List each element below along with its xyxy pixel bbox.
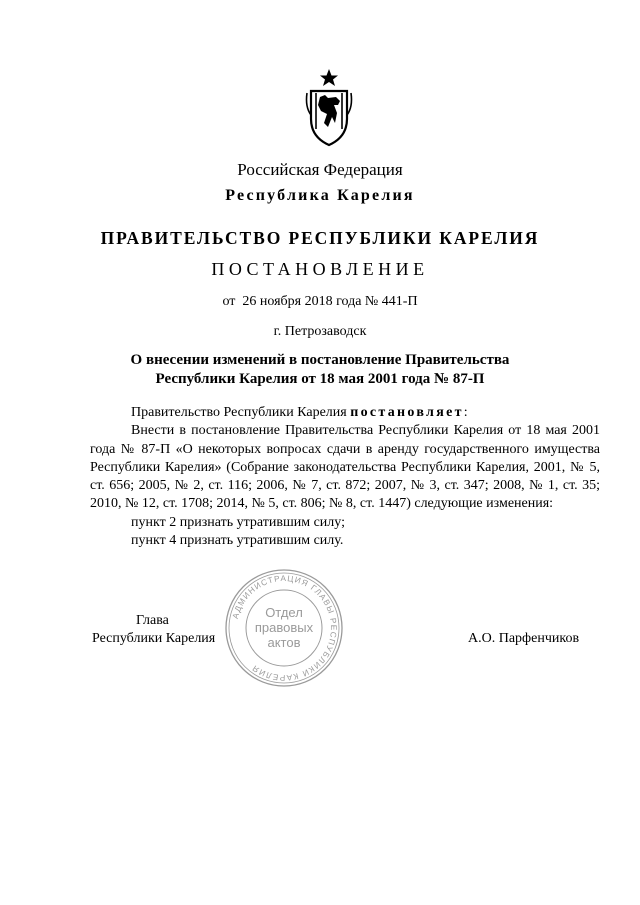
stamp-center-line-2: правовых [254, 620, 314, 635]
document-title-line-2: Республики Карелия от 18 мая 2001 года № 87-П [155, 371, 485, 387]
document-type: ПОСТАНОВЛЕНИЕ [211, 259, 429, 279]
signer-post-line-2: Республики Карелия [92, 631, 216, 646]
decides-prefix: Правительство Республики Карелия [131, 405, 351, 420]
decides-line [90, 404, 600, 422]
republic-name: Республика Карелия [225, 187, 415, 204]
document-city: г. Петрозаводск [273, 324, 367, 339]
decides-suffix: : [463, 405, 468, 420]
signer-post-line-1: Глава [136, 613, 169, 628]
document-date-number: от 26 ноября 2018 года № 441-П [222, 294, 418, 309]
list-item: пункт 4 признать утратившим силу. [131, 533, 344, 549]
list-item: пункт 2 признать утратившим силу; [131, 514, 345, 530]
stamp-center-line-3: актов [267, 635, 301, 650]
signer-name: А.О. Парфенчиков [468, 631, 580, 646]
stamp-center-line-1: Отдел [265, 605, 303, 620]
government-name: ПРАВИТЕЛЬСТВО РЕСПУБЛИКИ КАРЕЛИЯ [100, 228, 540, 248]
main-paragraph: Внести в постановление Правительства Республики Карелия от 18 мая 2001 года № 87-П «О некоторых вопросах сдачи в аренду государственного имущества Республики Карелия» (Собрание законодательства Республики Карелия, 2001, № 5, ст. 656; 2005, № 2, ст. 116; 2006, № 7, ст. 872; 2007, № 3, ст. 347; 2008, № 1, ст. 35; 2010, № 12, ст. 1708; 2014, № 5, ст. 806; № 8, ст. 1447) следующие изменения: [90, 423, 600, 512]
document-body [90, 404, 600, 550]
coat-of-arms-icon [303, 67, 355, 147]
stamp-ring-text: АДМИНИСТРАЦИЯ ГЛАВЫ РЕСПУБЛИКИ КАРЕЛИЯ [230, 573, 339, 683]
official-stamp [222, 566, 346, 690]
country-name: Российская Федерация [237, 160, 403, 179]
decides-word: постановляет [350, 405, 464, 420]
document-title-line-1: О внесении изменений в постановление Правительства [130, 352, 510, 368]
